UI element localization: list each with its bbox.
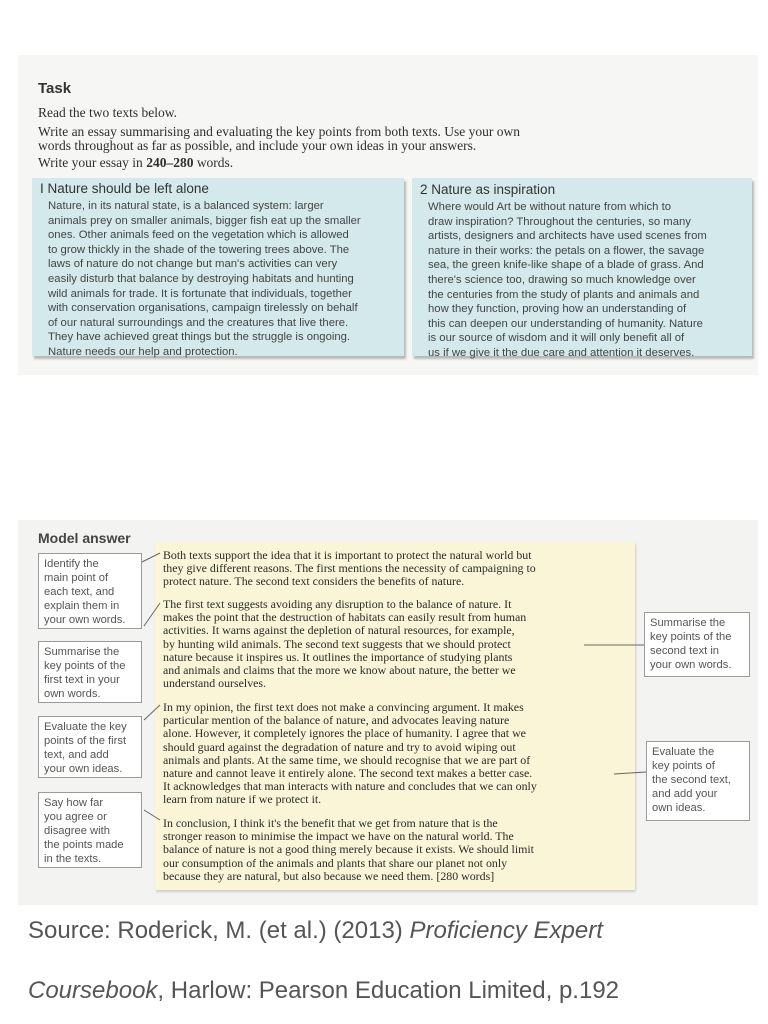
text2-body: Where would Art be without nature from which to draw inspiration? Throughout the centuries, so many artists, designers and architects have used scenes from nature in their works: the petals on a flower, the savage sea, the green knife-like shape of a blade of grass. And there's science too, drawing so much knowledge over the centuries from the study of plants and animals and how they function, proving how an understanding of this can deepen our understanding of humanity. Nature is our source of wisdom and it will only benefit all of us if we give it the due care and attention it deserves. — [428, 201, 707, 359]
text1-body: Nature, in its natural state, is a balanced system: larger animals prey on smaller animals, bigger fish eat up the smaller ones. Other animals feed on the vegetation which is allowed to grow thickly in the shade of the towering trees above. The laws of nature do not change but man's activities can very easily disturb that balance by destroying habitats and hunting wild animals for trade. It is fortunate that individuals, together with conservation organisations, campaign tirelessly on behalf of our natural surroundings and the creatures that live there. They have achieved great things but the struggle is ongoing. Nature needs our help and protection. — [48, 200, 361, 358]
task-line: words throughout as far as possible, and include your own ideas in your answers. — [38, 138, 477, 153]
note-summarise-first-text: Summarise the key points of the first text in your own words. — [38, 641, 142, 703]
task-line: Write an essay summarising and evaluating the key points from both texts. Use your own — [38, 124, 520, 139]
answer-paragraph-1: Both texts support the idea that it is important to protect the natural world but they give different reasons. The first mentions the necessity of campaigning to protect nature. The second text considers the benefits of nature. — [163, 548, 536, 589]
note-evaluate-second-text: Evaluate the key points of the second text, and add your own ideas. — [646, 741, 750, 821]
note-identify-main-points: Identify the main point of each text, and explain them in your own words. — [38, 553, 142, 629]
task-line: Write your essay in 240–280 words. — [38, 155, 234, 170]
text2-title: 2 Nature as inspiration — [420, 182, 556, 197]
task-line: Read the two texts below. — [38, 105, 177, 120]
answer-paragraph-4: In conclusion, I think it's the benefit that we get from nature that is the stronger reason to minimise the impact we have on the natural world. The balance of nature is not a good thing merely because it exists. We should limit our consumption of the animals and plants that share our planet not only because they are natural, but also because we need them. [280 words] — [163, 816, 534, 883]
source-citation-line-2: Coursebook, Harlow: Pearson Education Limited, p.192 — [28, 977, 620, 1004]
source-citation-line-1: Source: Roderick, M. (et al.) (2013) Proficiency Expert — [28, 917, 603, 944]
task-title: Task — [38, 80, 72, 97]
answer-paragraph-3: In my opinion, the first text does not make a convincing argument. It makes particular mention of the balance of nature, and advocates leaving nature alone. However, it completely ignores the place of humanity. I agree that we should guard against the degradation of nature and try to avoid wiping out animals and plants. At the same time, we should recognise that we are part of nature and cannot leave it entirely alone. The second text makes a better case. It acknowledges that man interacts with nature and concludes that we can only learn from nature if we protect it. — [163, 700, 537, 807]
text1-title: I Nature should be left alone — [40, 181, 209, 196]
answer-paragraph-2: The first text suggests avoiding any disruption to the balance of nature. It makes the point that the destruction of habitats can easily result from human activities. It warns against the depletion of natural resources, for example, by hunting wild animals. The second text suggests that we should protect nature because it inspires us. It outlines the importance of studying plants and animals and claims that the more we know about nature, the better we understand ourselves. — [163, 597, 527, 691]
note-agree-disagree: Say how far you agree or disagree with the points made in the texts. — [38, 792, 142, 868]
note-evaluate-first-text: Evaluate the key points of the first text, and add your own ideas. — [38, 716, 142, 778]
model-answer-title: Model answer — [38, 530, 131, 546]
note-summarise-second-text: Summarise the key points of the second text in your own words. — [644, 612, 750, 677]
